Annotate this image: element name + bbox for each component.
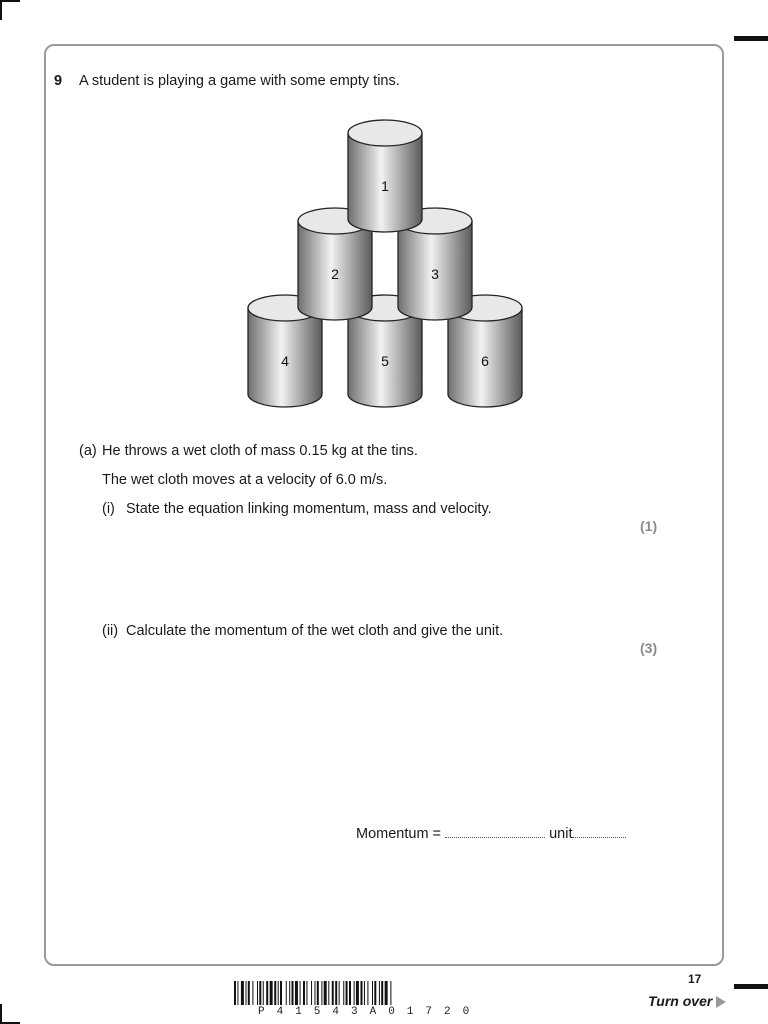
crop-mark-bottom-left <box>0 1004 2 1024</box>
tin-label-6: 6 <box>481 353 489 369</box>
unit-label: unit <box>549 826 573 842</box>
part-a-line2: The wet cloth moves at a velocity of 6.0 m/s. <box>102 472 388 488</box>
unit-answer-field[interactable] <box>572 826 626 838</box>
part-a-line1: He throws a wet cloth of mass 0.15 kg at the tins. <box>102 443 418 459</box>
tin-label-2: 2 <box>331 266 339 282</box>
tin-label-3: 3 <box>431 266 439 282</box>
crop-mark-top-left <box>0 0 2 20</box>
page-number: 17 <box>688 972 702 986</box>
tin-label-5: 5 <box>381 353 389 369</box>
sub-ii-label: (ii) <box>102 623 119 639</box>
turn-over-label: Turn over <box>648 993 713 1009</box>
sub-i-label: (i) <box>102 501 115 517</box>
question-number: 9 <box>54 73 63 89</box>
sub-ii-marks: (3) <box>640 640 658 656</box>
barcode-text: P41543A01720 <box>258 1006 482 1018</box>
sub-i-marks: (1) <box>640 518 658 534</box>
tins-pyramid-figure <box>240 118 530 414</box>
momentum-answer-field[interactable] <box>445 826 545 838</box>
momentum-answer-line <box>356 826 626 842</box>
tin-label-1: 1 <box>381 178 389 194</box>
sub-ii-text: Calculate the momentum of the wet cloth and give the unit. <box>126 623 504 639</box>
tin-label-4: 4 <box>281 353 289 369</box>
tin-1 <box>348 120 422 232</box>
barcode <box>234 981 534 1007</box>
question-intro: A student is playing a game with some empty tins. <box>79 73 400 89</box>
part-a-label: (a) <box>79 443 97 459</box>
margin-bar-bottom <box>734 984 768 989</box>
sub-i-text: State the equation linking momentum, mass and velocity. <box>126 501 492 517</box>
turn-over-arrow-icon <box>716 996 726 1008</box>
momentum-label: Momentum = <box>356 826 442 842</box>
crop-mark-top-left-h <box>0 0 20 2</box>
margin-bar-top <box>734 36 768 41</box>
